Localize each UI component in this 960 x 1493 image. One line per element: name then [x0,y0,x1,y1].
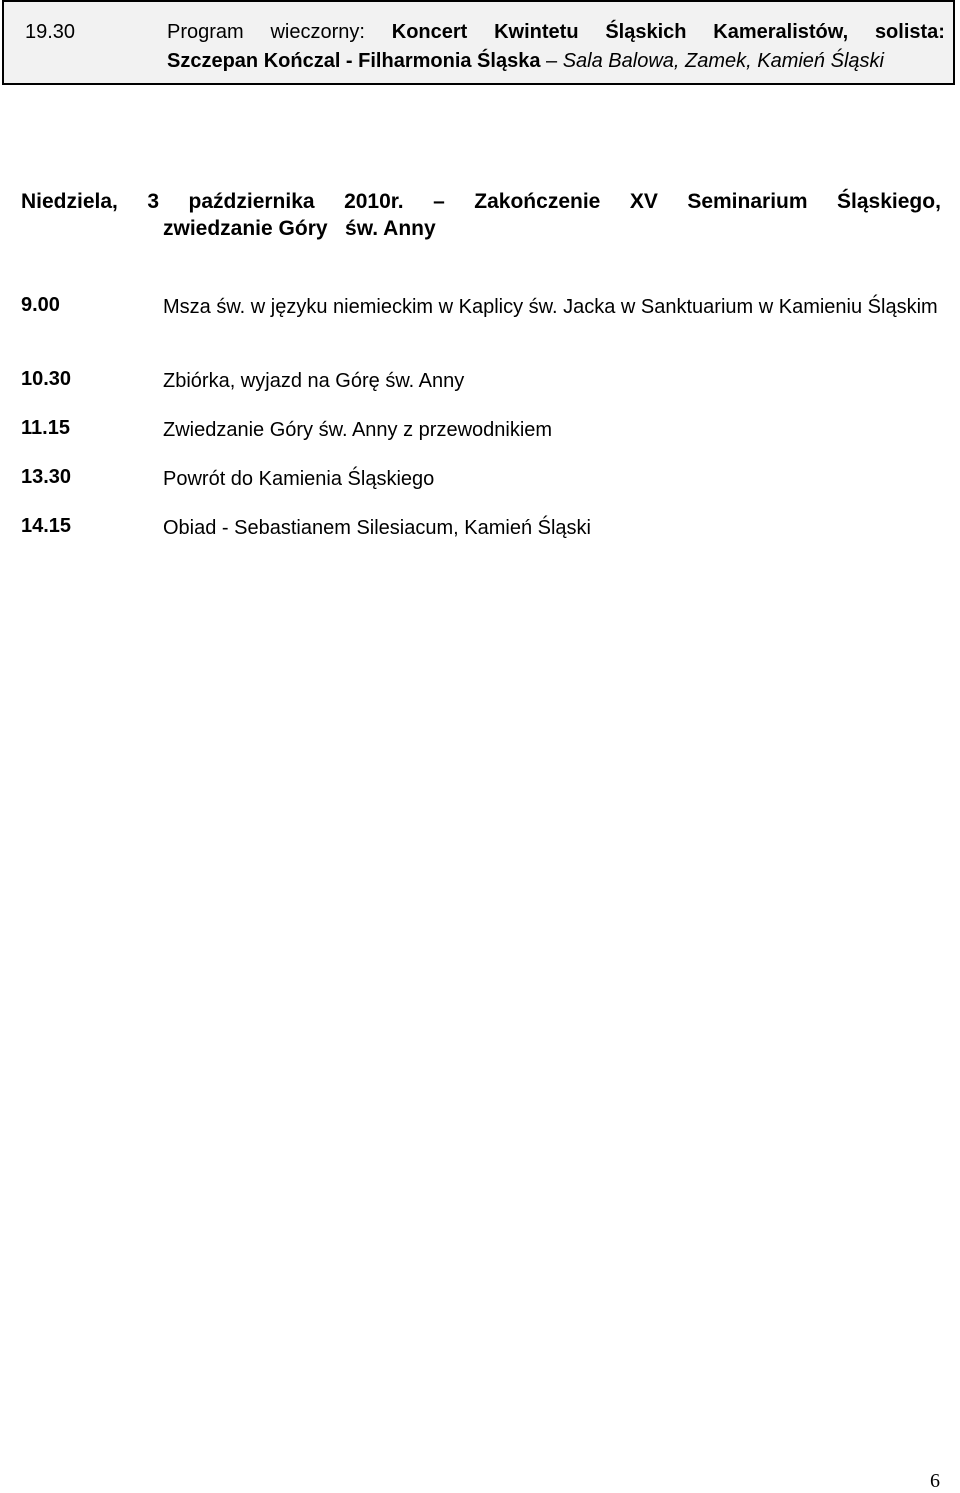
word: solista: [874,21,945,43]
word: 3 [147,190,160,213]
evening-program-words [167,21,945,44]
schedule-time: 10.30 [21,368,72,390]
schedule-description: Zbiórka, wyjazd na Górę św. Anny [163,370,465,392]
word: Kwintetu [494,21,579,43]
word: Niedziela, [21,190,118,213]
word: Program [167,21,244,43]
day-heading-line1 [21,190,941,214]
schedule-time: 9.00 [21,294,60,316]
separator-dash: – [546,50,558,72]
day-heading [21,190,941,241]
word: Seminarium [687,190,808,213]
word: Śląskiego, [837,190,941,213]
day-heading-line2: zwiedzanie Góry św. Anny [163,217,436,240]
word: – [433,190,445,213]
schedule-time: 11.15 [21,417,70,439]
word: Zakończenie [474,190,601,213]
schedule-time: 13.30 [21,466,72,488]
word: Koncert [391,21,468,43]
word: Śląskich [605,21,687,43]
schedule-description: Zwiedzanie Góry św. Anny z przewodnikiem [163,419,553,441]
word: Kameralistów, [713,21,849,43]
word: XV [629,190,658,213]
evening-program-box [2,0,955,85]
schedule-description: Powrót do Kamienia Śląskiego [163,468,435,490]
schedule-description: Msza św. w języku niemieckim w Kaplicy św. Jacka w Sanktuarium w Kamieniu Śląskim [163,296,938,318]
schedule-description: Obiad - Sebastianem Silesiacum, Kamień Śląski [163,517,591,539]
word: 2010r. [344,190,404,213]
word: października [188,190,315,213]
evening-program-line2 [167,50,884,73]
performer-venue: Szczepan Kończal - Filharmonia Śląska [167,50,541,72]
word: wieczorny: [270,21,365,43]
page-number: 6 [930,1470,940,1492]
location: Sala Balowa, Zamek, Kamień Śląski [562,50,884,72]
evening-time: 19.30 [25,21,76,43]
schedule-time: 14.15 [21,515,72,537]
